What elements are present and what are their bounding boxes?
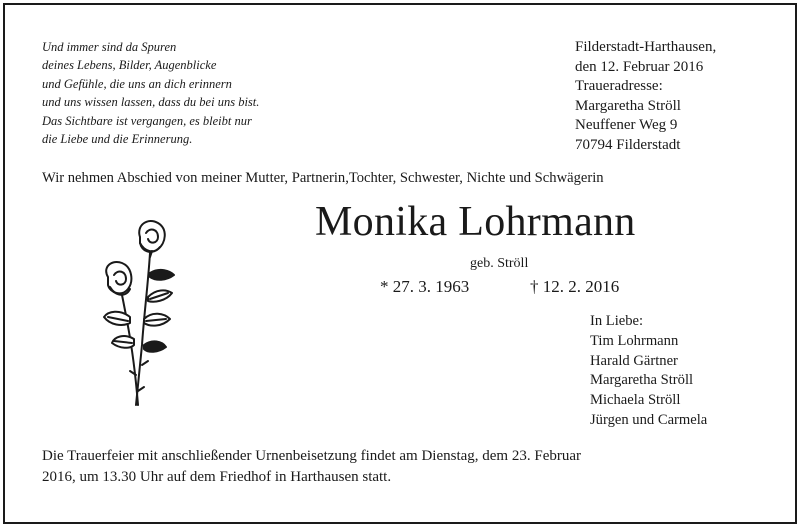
address-name: Margaretha Ströll [575, 97, 681, 114]
maiden-name: geb. Ströll [470, 256, 529, 271]
memorial-poem [42, 38, 259, 148]
birth-date: * 27. 3. 1963 [380, 277, 470, 296]
funeral-service-info [42, 446, 581, 487]
rose-icon [92, 215, 184, 411]
place-line: Filderstadt-Harthausen, [575, 39, 717, 55]
mourner-name: Jürgen und Carmela [590, 411, 708, 428]
mourning-address [575, 38, 716, 155]
mourner-name: Harald Gärtner [590, 352, 678, 369]
farewell-statement: Wir nehmen Abschied von meiner Mutter, Partnerin,Tochter, Schwester, Nichte und Schwägerin [42, 170, 604, 186]
mourners-list [590, 312, 707, 431]
mourners-heading: In Liebe: [590, 313, 644, 329]
poem-line: Das Sichtbare ist vergangen, es bleibt nur [42, 113, 252, 128]
service-line: 2016, um 13.30 Uhr auf dem Friedhof in Harthausen statt. [42, 468, 392, 485]
service-line: Die Trauerfeier mit anschließender Urnenbeisetzung findet am Dienstag, dem 23. Februar [42, 448, 581, 464]
mourner-name: Tim Lohrmann [590, 332, 679, 349]
deceased-name: Monika Lohrmann [315, 199, 636, 245]
poem-line: die Liebe und die Erinnerung. [42, 132, 193, 147]
address-street: Neuffener Weg 9 [575, 117, 678, 133]
mourner-name: Margaretha Ströll [590, 372, 694, 389]
poem-line: und uns wissen lassen, dass du bei uns bist. [42, 95, 260, 110]
poem-line: Und immer sind da Spuren [42, 40, 177, 54]
death-date: † 12. 2. 2016 [530, 277, 620, 296]
address-city: 70794 Filderstadt [575, 136, 681, 153]
date-line: den 12. Februar 2016 [575, 58, 704, 75]
poem-line: und Gefühle, die uns an dich erinnern [42, 76, 232, 91]
poem-line: deines Lebens, Bilder, Augenblicke [42, 58, 217, 73]
address-heading: Traueradresse: [575, 78, 663, 94]
mourner-name: Michaela Ströll [590, 392, 681, 409]
